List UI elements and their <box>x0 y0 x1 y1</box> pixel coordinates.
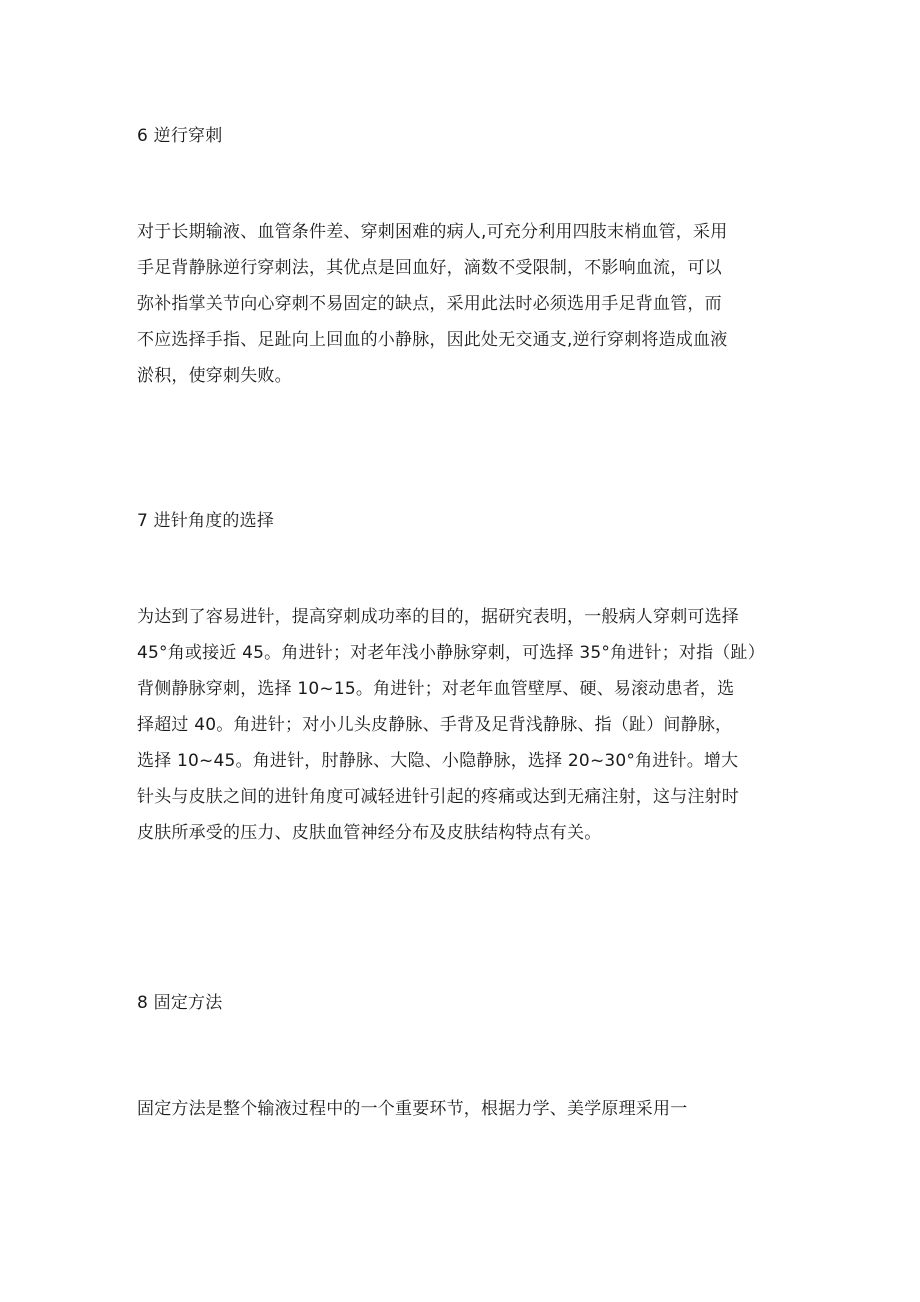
paragraph-line: 45°角或接近 45。角进针；对老年浅小静脉穿刺，可选择 35°角进针；对指（趾） <box>137 643 765 663</box>
section-8-heading: 8 固定方法 <box>137 993 223 1013</box>
paragraph-line: 固定方法是整个输液过程中的一个重要环节，根据力学、美学原理采用一 <box>137 1099 688 1119</box>
paragraph-line: 弥补指掌关节向心穿刺不易固定的缺点，采用此法时必须选用手足背血管，而 <box>137 294 722 314</box>
section-7-paragraph <box>137 599 787 851</box>
section-8-paragraph <box>137 1091 787 1127</box>
section-7-heading: 7 进针角度的选择 <box>137 511 275 531</box>
paragraph-line: 为达到了容易进针，提高穿刺成功率的目的，据研究表明，一般病人穿刺可选择 <box>137 607 739 627</box>
paragraph-line: 对于长期输液、血管条件差、穿刺困难的病人,可充分利用四肢末梢血管，采用 <box>137 222 728 242</box>
paragraph-line: 手足背静脉逆行穿刺法，其优点是回血好，滴数不受限制，不影响血流，可以 <box>137 258 722 278</box>
paragraph-line: 淤积，使穿刺失败。 <box>137 366 292 386</box>
paragraph-line: 选择 10~45。角进针，肘静脉、大隐、小隐静脉，选择 20~30°角进针。增大 <box>137 751 739 771</box>
paragraph-line: 不应选择手指、足趾向上回血的小静脉，因此处无交通支,逆行穿刺将造成血液 <box>137 330 728 350</box>
section-6-heading: 6 逆行穿刺 <box>137 126 223 146</box>
paragraph-line: 皮肤所承受的压力、皮肤血管神经分布及皮肤结构特点有关。 <box>137 823 602 843</box>
paragraph-line: 针头与皮肤之间的进针角度可减轻进针引起的疼痛或达到无痛注射，这与注射时 <box>137 787 739 807</box>
section-6-paragraph <box>137 214 787 394</box>
paragraph-line: 择超过 40。角进针；对小儿头皮静脉、手背及足背浅静脉、指（趾）间静脉， <box>137 715 733 735</box>
paragraph-line: 背侧静脉穿刺，选择 10~15。角进针；对老年血管壁厚、硬、易滚动患者，选 <box>137 679 735 699</box>
